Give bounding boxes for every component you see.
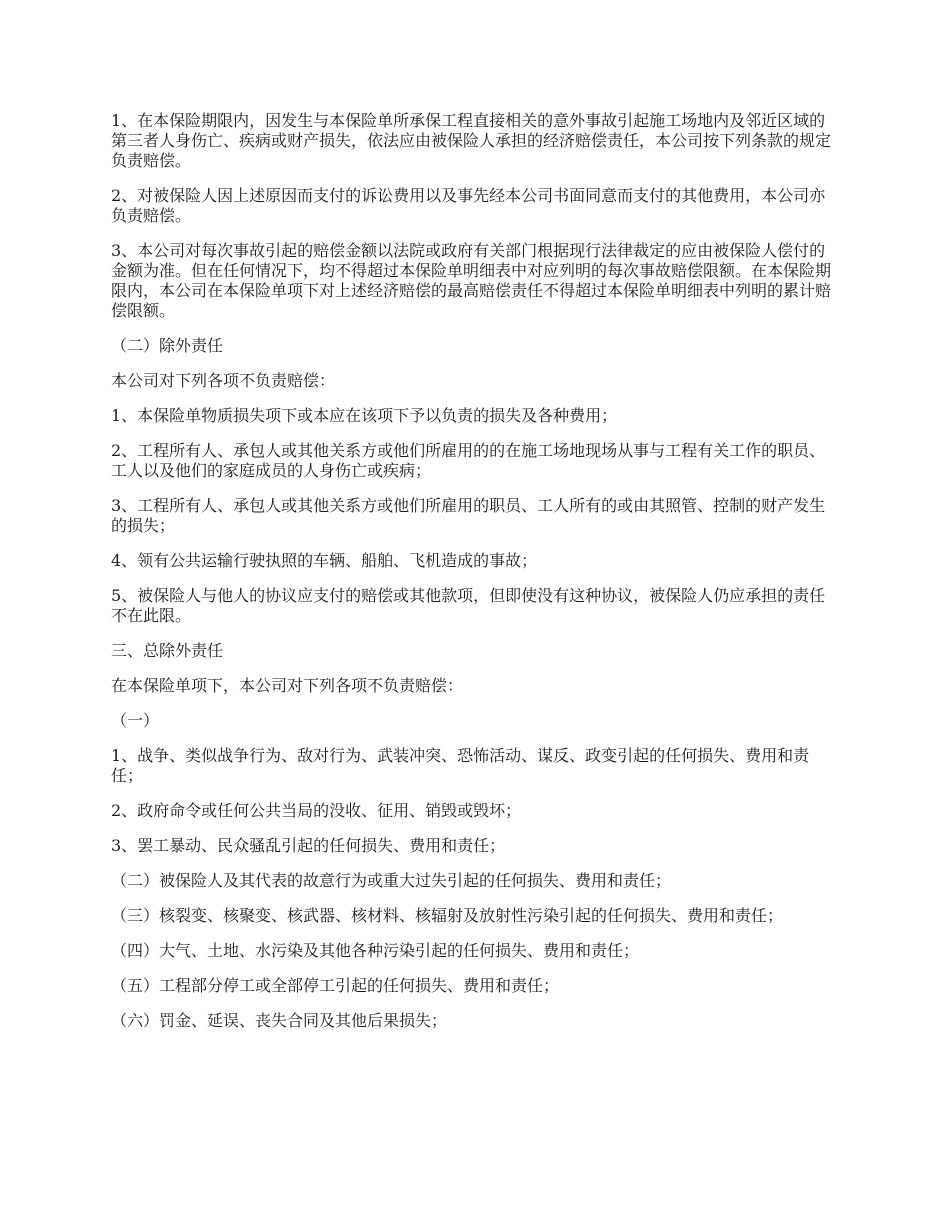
paragraph-liability-1: 1、在本保险期限内，因发生与本保险单所承保工程直接相关的意外事故引起施工场地内及邻近区域的第三者人身伤亡、疾病或财产损失，依法应由被保险人承担的经济赔偿责任，本公司按下列条款的规定负责赔偿。 bbox=[111, 111, 832, 170]
subsection-heading-1: （一） bbox=[111, 711, 160, 730]
paragraph-exclusion-2: 2、工程所有人、承包人或其他关系方或他们所雇用的的在施工场地现场从事与工程有关工作的职员、工人以及他们的家庭成员的人身伤亡或疾病； bbox=[111, 441, 826, 480]
paragraph-general-exclusion-2: （二）被保险人及其代表的故意行为或重大过失引起的任何损失、费用和责任； bbox=[111, 871, 672, 890]
paragraph-exclusion-5: 5、被保险人与他人的协议应支付的赔偿或其他款项，但即使没有这种协议，被保险人仍应承担的责任不在此限。 bbox=[111, 586, 826, 625]
paragraph-exclusions-intro: 本公司对下列各项不负责赔偿： bbox=[111, 371, 336, 390]
paragraph-exclusion-1: 1、本保险单物质损失项下或本应在该项下予以负责的损失及各种费用； bbox=[111, 406, 618, 425]
paragraph-general-exclusion-4: （四）大气、土地、水污染及其他各种污染引起的任何损失、费用和责任； bbox=[111, 941, 640, 960]
paragraph-exclusion-3: 3、工程所有人、承包人或其他关系方或他们所雇用的职员、工人所有的或由其照管、控制的财产发生的损失； bbox=[111, 496, 826, 535]
paragraph-general-exclusion-6: （六）罚金、延误、丧失合同及其他后果损失； bbox=[111, 1011, 448, 1030]
paragraph-liability-2: 2、对被保险人因上述原因而支付的诉讼费用以及事先经本公司书面同意而支付的其他费用，本公司亦负责赔偿。 bbox=[111, 186, 826, 225]
paragraph-general-exclusion-1-1: 1、战争、类似战争行为、敌对行为、武装冲突、恐怖活动、谋反、政变引起的任何损失、费用和责任； bbox=[111, 746, 810, 785]
paragraph-general-exclusion-5: （五）工程部分停工或全部停工引起的任何损失、费用和责任； bbox=[111, 976, 560, 995]
paragraph-general-exclusion-3: （三）核裂变、核聚变、核武器、核材料、核辐射及放射性污染引起的任何损失、费用和责任； bbox=[111, 906, 784, 925]
paragraph-general-exclusion-1-3: 3、罢工暴动、民众骚乱引起的任何损失、费用和责任； bbox=[111, 836, 506, 855]
document-page bbox=[111, 111, 841, 1046]
paragraph-general-exclusion-1-2: 2、政府命令或任何公共当局的没收、征用、销毁或毁坏； bbox=[111, 801, 522, 820]
section-heading-exclusions: （二）除外责任 bbox=[111, 336, 224, 355]
paragraph-general-exclusions-intro: 在本保险单项下，本公司对下列各项不负责赔偿： bbox=[111, 676, 464, 695]
paragraph-liability-3: 3、本公司对每次事故引起的赔偿金额以法院或政府有关部门根据现行法律裁定的应由被保险人偿付的金额为准。但在任何情况下，均不得超过本保险单明细表中对应列明的每次事故赔偿限额。在本保险期限内，本公司在本保险单项下对上述经济赔偿的最高赔偿责任不得超过本保险单明细表中列明的累计赔偿限额。 bbox=[111, 241, 832, 320]
section-heading-general-exclusions: 三、总除外责任 bbox=[111, 641, 224, 660]
paragraph-exclusion-4: 4、领有公共运输行驶执照的车辆、船舶、飞机造成的事故； bbox=[111, 551, 538, 570]
